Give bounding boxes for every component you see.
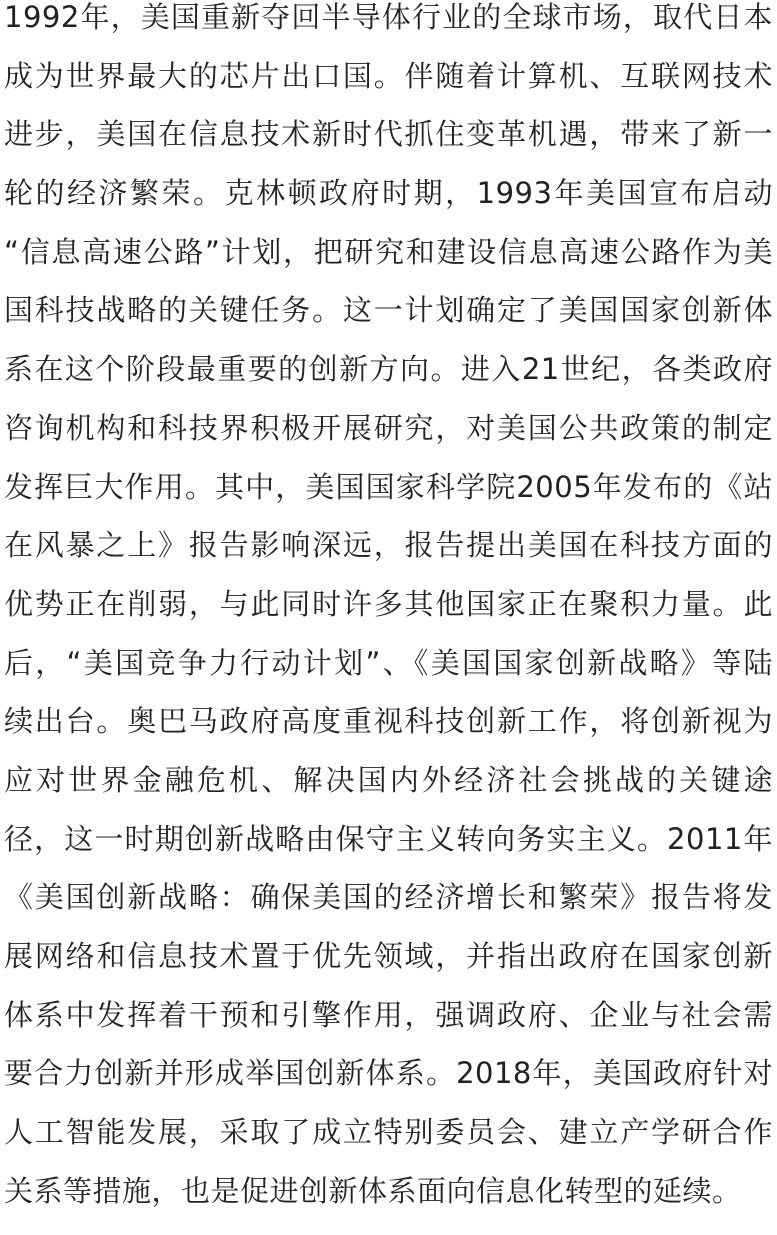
text-line: 要合力创新并形成举国创新体系。2018年，美国政府针对 bbox=[4, 1056, 773, 1091]
text-line: 发挥巨大作用。其中，美国国家科学院2005年发布的《站 bbox=[4, 469, 773, 504]
text-line: 优势正在削弱，与此同时许多其他国家正在聚积力量。此 bbox=[4, 586, 773, 621]
text-line: 1992年，美国重新夺回半导体行业的全球市场，取代日本 bbox=[4, 0, 773, 34]
text-line: 在风暴之上》报告影响深远，报告提出美国在科技方面的 bbox=[4, 528, 773, 563]
text-line: 体系中发挥着干预和引擎作用，强调政府、企业与社会需 bbox=[4, 997, 773, 1032]
text-line: 成为世界最大的芯片出口国。伴随着计算机、互联网技术 bbox=[4, 58, 773, 93]
text-line: 轮的经济繁荣。克林顿政府时期，1993年美国宣布启动 bbox=[4, 176, 773, 211]
text-line: 关系等措施，也是促进创新体系面向信息化转型的延续。 bbox=[4, 1173, 742, 1208]
text-line: 咨询机构和科技界积极开展研究，对美国公共政策的制定 bbox=[4, 410, 773, 445]
text-line: 国科技战略的关键任务。这一计划确定了美国国家创新体 bbox=[4, 293, 773, 328]
text-line: 《美国创新战略：确保美国的经济增长和繁荣》报告将发 bbox=[4, 880, 773, 915]
text-line: “信息高速公路”计划，把研究和建设信息高速公路作为美 bbox=[4, 234, 773, 269]
text-line: 径，这一时期创新战略由保守主义转向务实主义。2011年 bbox=[4, 821, 773, 856]
text-line: 续出台。奥巴马政府高度重视科技创新工作，将创新视为 bbox=[4, 704, 773, 739]
text-line: 应对世界金融危机、解决国内外经济社会挑战的关键途 bbox=[4, 762, 773, 797]
text-line: 展网络和信息技术置于优先领域，并指出政府在国家创新 bbox=[4, 939, 773, 973]
text-line: 系在这个阶段最重要的创新方向。进入21世纪，各类政府 bbox=[4, 352, 773, 387]
text-line: 后，“美国竞争力行动计划”、《美国国家创新战略》等陆 bbox=[4, 645, 773, 680]
text-line: 人工智能发展，采取了成立特别委员会、建立产学研合作 bbox=[4, 1115, 773, 1150]
text-line: 进步，美国在信息技术新时代抓住变革机遇，带来了新一 bbox=[4, 117, 773, 152]
